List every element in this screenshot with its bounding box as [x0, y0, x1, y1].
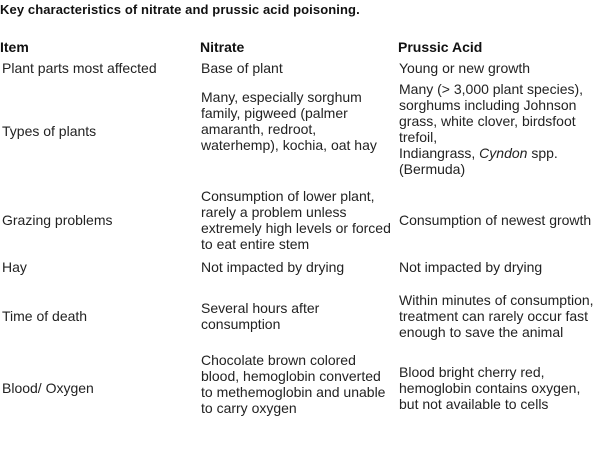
- header-nitrate: Nitrate: [200, 39, 245, 55]
- nitrate-cell: Base of plant: [201, 60, 283, 76]
- prussic-cell: Consumption of newest growth: [399, 211, 592, 228]
- table-row: [0, 181, 598, 259]
- prussic-cell: Not impacted by drying: [399, 259, 543, 275]
- prussic-paragraph: Many (> 3,000 plant species), sorghums including Johnson grass, white clover, birdsfoot trefoil,: [399, 81, 584, 145]
- row-label: Blood/ Oxygen: [2, 379, 94, 396]
- prussic-cell-text: Indiangrass, Cyndon spp. (Bermuda): [399, 145, 558, 177]
- header-prussic-acid: Prussic Acid: [398, 39, 483, 55]
- nitrate-cell: Many, especially sorghum family, pigweed (palmer amaranth, redroot, waterhemp), kochia, oat hay: [201, 89, 377, 153]
- table-header-row: [0, 37, 598, 59]
- table-row: [0, 259, 598, 280]
- row-label: Grazing problems: [2, 211, 113, 228]
- table-row: [0, 352, 598, 424]
- comparison-table: [0, 37, 598, 424]
- prussic-cell: Within minutes of consumption, treatment can rarely occur fast enough to save the animal: [399, 291, 594, 340]
- prussic-paragraph: [399, 145, 596, 177]
- nitrate-cell: Chocolate brown colored blood, hemoglobin converted to methemoglobin and unable to carry oxygen: [201, 352, 386, 416]
- table-row: [0, 81, 598, 181]
- row-label: Types of plants: [2, 122, 97, 139]
- header-item: Item: [0, 39, 29, 55]
- nitrate-cell: Several hours after consumption: [201, 299, 320, 332]
- nitrate-cell: Consumption of lower plant, rarely a problem unless extremely high levels or forced to eat entire stem: [201, 187, 391, 252]
- table-row: [0, 280, 598, 352]
- table-row: [0, 59, 598, 81]
- prussic-cell: Blood bright cherry red, hemoglobin contains oxygen, but not available to cells: [399, 363, 581, 412]
- nitrate-cell: Not impacted by drying: [201, 259, 345, 275]
- prussic-cell: Young or new growth: [399, 60, 531, 76]
- document-title: Key characteristics of nitrate and prussic acid poisoning.: [0, 2, 360, 17]
- prussic-cell: [398, 81, 598, 181]
- genus-name: Cyndon: [479, 145, 528, 161]
- row-label: Time of death: [2, 307, 88, 324]
- row-label: Plant parts most affected: [2, 60, 157, 76]
- row-label: Hay: [2, 259, 27, 275]
